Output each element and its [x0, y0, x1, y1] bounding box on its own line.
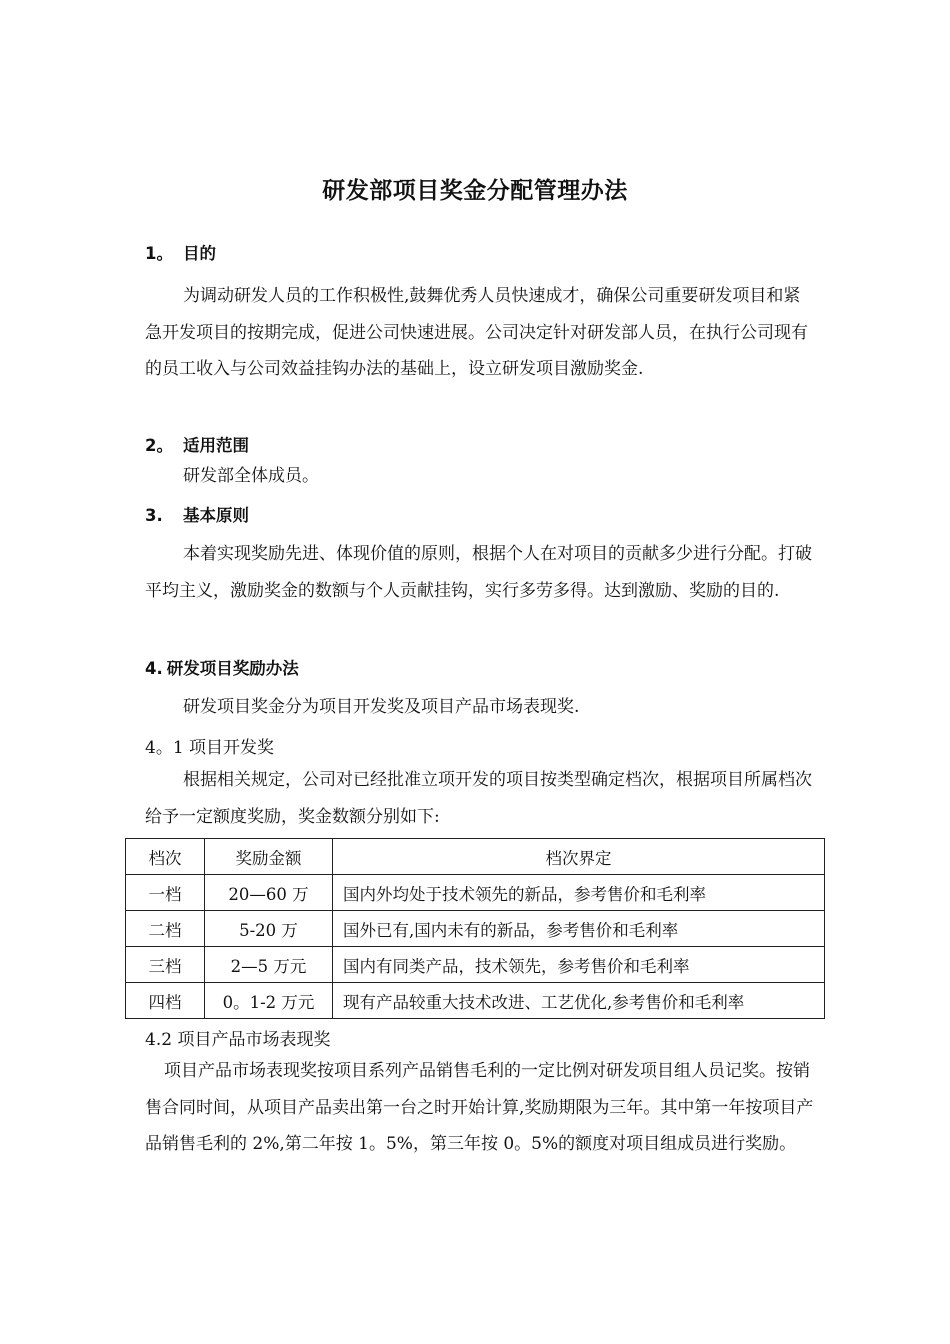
subsection-4-1-heading: 4。1 项目开发奖 [145, 738, 275, 758]
table-cell: 国内外均处于技术领先的新品，参考售价和毛利率 [333, 875, 825, 911]
table-cell: 三档 [126, 947, 205, 983]
table-cell: 5-20 万 [205, 911, 333, 947]
subsection-4-2-heading: 4.2 项目产品市场表现奖 [145, 1030, 331, 1050]
section-number: 2。 [145, 436, 173, 455]
paragraph-text: 项目产品市场表现奖按项目系列产品销售毛利的一定比例对研发项目组人员记奖。按销售合同时间，从项目产品卖出第一台之时开始计算,奖励期限为三年。其中第一年按项目产品销售毛利的 2%,第二年按 1。5%，第三年按 0。5%的额度对项目组成员进行奖励。 [145, 1061, 814, 1154]
table-cell: 国外已有,国内未有的新品，参考售价和毛利率 [333, 911, 825, 947]
section-title: 适用范围 [183, 436, 249, 455]
subsection-4-2-paragraph [145, 1053, 815, 1163]
table-cell: 一档 [126, 875, 205, 911]
table-cell: 2—5 万元 [205, 947, 333, 983]
table-row [126, 983, 825, 1019]
section-number: 3. [145, 506, 163, 525]
paragraph-text: 研发项目奖金分为项目开发奖及项目产品市场表现奖. [183, 697, 580, 717]
section-1-heading [145, 240, 216, 264]
section-number: 1。 [145, 244, 173, 263]
section-2-heading [145, 432, 249, 456]
document-title: 研发部项目奖金分配管理办法 [322, 178, 628, 204]
table-header-cell: 档次界定 [333, 839, 825, 875]
table-cell: 二档 [126, 911, 205, 947]
paragraph-text: 为调动研发人员的工作积极性,鼓舞优秀人员快速成才，确保公司重要研发项目和紧急开发项目的按期完成，促进公司快速进展。公司决定针对研发部人员，在执行公司现有的员工收入与公司效益挂钩办法的基础上，设立研发项目激励奖金. [145, 286, 808, 379]
table-header-cell: 档次 [126, 839, 205, 875]
table-header-cell: 奖励金额 [205, 839, 333, 875]
table-cell: 20—60 万 [205, 875, 333, 911]
paragraph-text: 研发部全体成员。 [183, 466, 319, 486]
table-cell: 四档 [126, 983, 205, 1019]
subsection-4-1-paragraph [145, 762, 815, 835]
section-4-paragraph [145, 689, 815, 726]
section-1-paragraph [145, 278, 815, 388]
section-2-paragraph [145, 458, 815, 495]
table-row [126, 875, 825, 911]
paragraph-text: 本着实现奖励先进、体现价值的原则，根据个人在对项目的贡献多少进行分配。打破平均主义，激励奖金的数额与个人贡献挂钩，实行多劳多得。达到激励、奖励的目的. [145, 544, 812, 601]
section-title: 目的 [183, 244, 216, 263]
section-title: 研发项目奖励办法 [166, 659, 299, 678]
section-3-heading [145, 502, 249, 526]
bonus-grade-table [125, 838, 825, 1019]
table-header-row [126, 839, 825, 875]
table-row [126, 947, 825, 983]
section-4-heading [145, 655, 299, 679]
table-row [126, 911, 825, 947]
table-cell: 0。1-2 万元 [205, 983, 333, 1019]
section-number: 4. [145, 659, 163, 678]
section-3-paragraph [145, 536, 815, 609]
paragraph-text: 根据相关规定，公司对已经批准立项开发的项目按类型确定档次，根据项目所属档次给予一定额度奖励，奖金数额分别如下: [145, 770, 812, 827]
table-cell: 国内有同类产品，技术领先，参考售价和毛利率 [333, 947, 825, 983]
section-title: 基本原则 [183, 506, 249, 525]
table-cell: 现有产品较重大技术改进、工艺优化,参考售价和毛利率 [333, 983, 825, 1019]
